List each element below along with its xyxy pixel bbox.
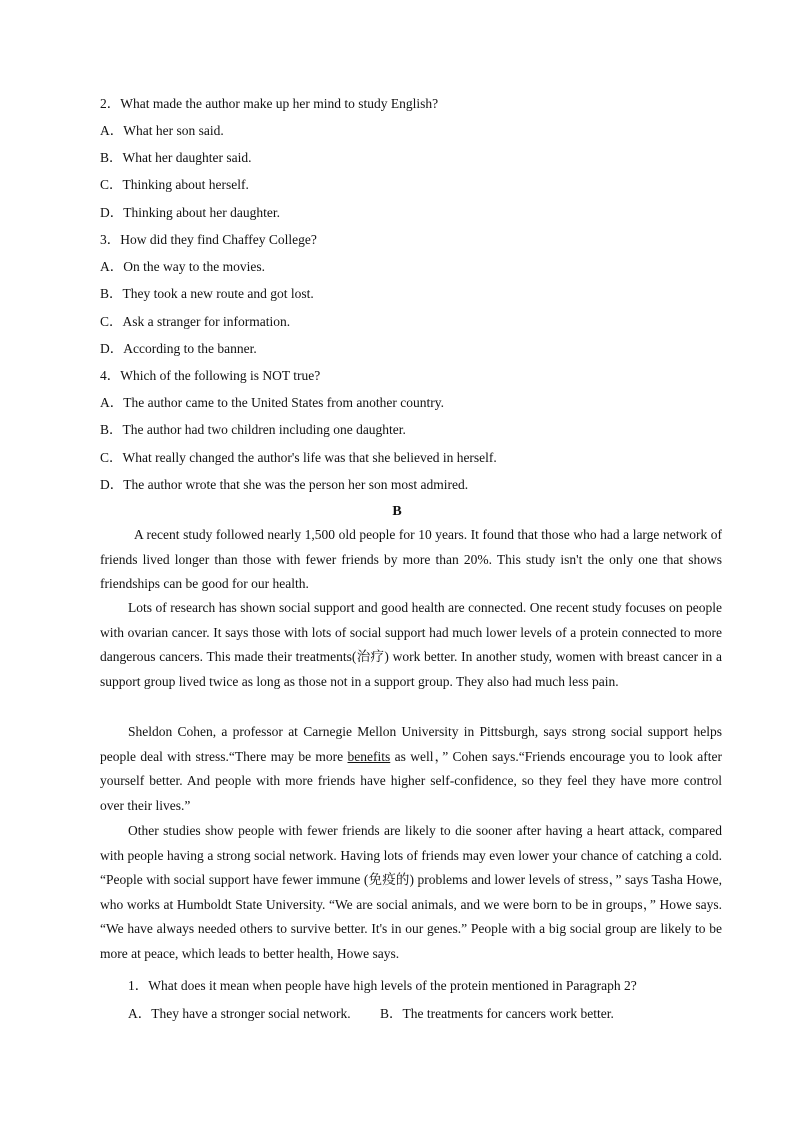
underlined-word-benefits: benefits	[347, 748, 391, 764]
paragraph-3-text-before: Sheldon Cohen, a professor at Carnegie Mellon University in Pittsburgh, says strong social support helps people deal with stress.“There may be more	[100, 724, 722, 764]
question-2-stem: 2．What made the author make up her mind to study English?	[100, 96, 439, 111]
question-3-option-a: A．On the way to the movies.	[100, 259, 265, 274]
question-2-option-c: C．Thinking about herself.	[100, 177, 249, 192]
passage-paragraph-2: Lots of research has shown social support and good health are connected. One recent study focuses on people with ovarian cancer. It says those with lots of social support had much lower levels of a protein connected to more dangerous cancers. This made their treatments(治疗) work better. In another study, women with breast cancer in a support group lived twice as long as those not in a support group. They also had much less pain.	[100, 600, 722, 689]
question-3-option-d: D．According to the banner.	[100, 341, 257, 356]
paragraph-3-text-after: as well，” Cohen says.“Friends encourage you to look after yourself better. And people with more friends have higher self-confidence, so they feel they have more control over their lives.”	[100, 748, 722, 813]
passage-paragraph-3	[100, 720, 722, 818]
question-3-option-b: B．They took a new route and got lost.	[100, 286, 314, 301]
question-3-stem: 3．How did they find Chaffey College?	[100, 232, 317, 247]
section-b-question-1-option-b: B．The treatments for cancers work better.	[380, 1006, 614, 1021]
question-2-option-b: B．What her daughter said.	[100, 150, 252, 165]
passage-paragraph-4: Other studies show people with fewer friends are likely to die sooner after having a heart attack, compared with people having a strong social network. Having lots of friends may even lower your chance of catching a cold. “People with social support have fewer immune (免疫的) problems and lower levels of stress，” says Tasha Howe, who works at Humboldt State University. “We are social animals, and we were born to be in groups，” Howe says. “We have always needed others to survive better. It's in our genes.” People with a big social group are likely to be more at peace, which leads to better health, Howe says.	[100, 823, 722, 961]
section-b-question-1-stem: 1．What does it mean when people have high levels of the protein mentioned in Paragraph 2?	[128, 978, 637, 993]
question-2-option-a: A．What her son said.	[100, 123, 224, 138]
question-3-option-c: C．Ask a stranger for information.	[100, 314, 291, 329]
question-4-option-c: C．What really changed the author's life was that she believed in herself.	[100, 450, 497, 465]
question-4-stem: 4．Which of the following is NOT true?	[100, 368, 321, 383]
passage-paragraph-1: A recent study followed nearly 1,500 old people for 10 years. It found that those who had a large network of friends lived longer than those with fewer friends by more than 20%. This study isn't the only one that shows friendships can be good for our health.	[100, 527, 722, 591]
question-4-option-a: A．The author came to the United States from another country.	[100, 395, 445, 410]
section-b-heading: B	[392, 504, 402, 519]
question-4-option-d: D．The author wrote that she was the person her son most admired.	[100, 477, 469, 492]
question-2-option-d: D．Thinking about her daughter.	[100, 205, 280, 220]
section-b-question-1-option-a: A．They have a stronger social network.	[128, 1006, 351, 1021]
question-4-option-b: B．The author had two children including one daughter.	[100, 422, 406, 437]
